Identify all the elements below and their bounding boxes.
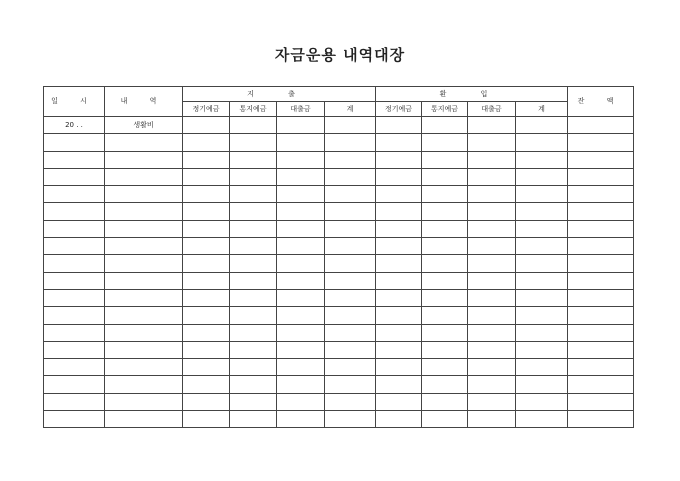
detail-cell[interactable] (105, 324, 183, 341)
income-notice-deposit-cell[interactable] (422, 289, 468, 306)
expense-total-cell[interactable] (325, 151, 376, 168)
income-total-cell[interactable] (516, 289, 568, 306)
expense-fixed-deposit-cell[interactable] (183, 411, 230, 428)
income-fixed-deposit-cell[interactable] (376, 341, 422, 358)
table-row (44, 289, 634, 306)
date-cell[interactable] (44, 289, 105, 306)
date-cell[interactable] (44, 203, 105, 220)
expense-total-cell[interactable] (325, 186, 376, 203)
income-total-cell[interactable] (516, 411, 568, 428)
expense-fixed-deposit-cell[interactable] (183, 307, 230, 324)
date-cell[interactable] (44, 272, 105, 289)
income-fixed-deposit-cell[interactable] (376, 272, 422, 289)
expense-loan-cell[interactable] (277, 376, 325, 393)
expense-fixed-deposit-cell[interactable] (183, 238, 230, 255)
expense-total-cell[interactable] (325, 203, 376, 220)
table-row (44, 117, 634, 134)
balance-cell[interactable] (568, 220, 634, 237)
expense-total-cell[interactable] (325, 220, 376, 237)
income-loan-cell[interactable] (468, 186, 516, 203)
balance-cell[interactable] (568, 341, 634, 358)
income-loan-cell[interactable] (468, 134, 516, 151)
expense-fixed-deposit-cell[interactable] (183, 220, 230, 237)
page-title: 자금운용 내역대장 (274, 46, 406, 64)
detail-cell[interactable] (105, 203, 183, 220)
detail-cell[interactable] (105, 411, 183, 428)
expense-loan-cell[interactable] (277, 324, 325, 341)
income-total-cell[interactable] (516, 220, 568, 237)
date-cell[interactable] (44, 411, 105, 428)
detail-cell[interactable] (105, 151, 183, 168)
balance-cell[interactable] (568, 117, 634, 134)
balance-cell[interactable] (568, 168, 634, 185)
detail-cell[interactable] (105, 341, 183, 358)
income-fixed-deposit-cell[interactable] (376, 376, 422, 393)
income-total-cell[interactable] (516, 151, 568, 168)
expense-fixed-deposit-cell[interactable] (183, 272, 230, 289)
expense-loan-cell[interactable] (277, 186, 325, 203)
income-total-cell[interactable] (516, 324, 568, 341)
income-total-cell[interactable] (516, 307, 568, 324)
detail-cell[interactable] (105, 186, 183, 203)
expense-notice-deposit-cell[interactable] (230, 359, 277, 376)
income-notice-deposit-header: 통지예금 (422, 102, 468, 117)
income-fixed-deposit-cell[interactable] (376, 411, 422, 428)
expense-notice-deposit-cell[interactable] (230, 255, 277, 272)
expense-fixed-deposit-cell[interactable] (183, 393, 230, 410)
balance-cell[interactable] (568, 238, 634, 255)
expense-notice-deposit-cell[interactable] (230, 393, 277, 410)
expense-fixed-deposit-cell[interactable] (183, 186, 230, 203)
table-row (44, 151, 634, 168)
expense-notice-deposit-cell[interactable] (230, 289, 277, 306)
expense-notice-deposit-cell[interactable] (230, 151, 277, 168)
balance-cell[interactable] (568, 255, 634, 272)
table-row (44, 255, 634, 272)
income-notice-deposit-cell[interactable] (422, 186, 468, 203)
expense-total-cell[interactable] (325, 134, 376, 151)
expense-fixed-deposit-cell[interactable] (183, 324, 230, 341)
income-notice-deposit-cell[interactable] (422, 272, 468, 289)
expense-notice-deposit-cell[interactable] (230, 238, 277, 255)
expense-fixed-deposit-cell[interactable] (183, 151, 230, 168)
table-row (44, 220, 634, 237)
expense-total-cell[interactable] (325, 255, 376, 272)
income-loan-cell[interactable] (468, 168, 516, 185)
income-notice-deposit-cell[interactable] (422, 203, 468, 220)
detail-header: 내 역 (105, 87, 183, 117)
income-loan-cell[interactable] (468, 341, 516, 358)
expense-total-cell[interactable] (325, 272, 376, 289)
expense-total-cell[interactable] (325, 324, 376, 341)
expense-notice-deposit-cell[interactable] (230, 186, 277, 203)
expense-loan-cell[interactable] (277, 307, 325, 324)
detail-cell[interactable] (105, 359, 183, 376)
income-fixed-deposit-cell[interactable] (376, 220, 422, 237)
income-loan-cell[interactable] (468, 411, 516, 428)
income-loan-cell[interactable] (468, 393, 516, 410)
income-fixed-deposit-cell[interactable] (376, 307, 422, 324)
expense-notice-deposit-header: 통지예금 (230, 102, 277, 117)
expense-loan-cell[interactable] (277, 341, 325, 358)
expense-total-cell[interactable] (325, 168, 376, 185)
income-loan-cell[interactable] (468, 151, 516, 168)
income-fixed-deposit-cell[interactable] (376, 393, 422, 410)
income-loan-cell[interactable] (468, 220, 516, 237)
expense-notice-deposit-cell[interactable] (230, 376, 277, 393)
detail-cell[interactable] (105, 272, 183, 289)
expense-notice-deposit-cell[interactable] (230, 134, 277, 151)
expense-notice-deposit-cell[interactable] (230, 272, 277, 289)
balance-cell[interactable] (568, 376, 634, 393)
income-loan-cell[interactable] (468, 117, 516, 134)
income-fixed-deposit-cell[interactable] (376, 359, 422, 376)
table-row (44, 168, 634, 185)
income-total-cell[interactable] (516, 376, 568, 393)
detail-cell[interactable] (105, 376, 183, 393)
expense-total-cell[interactable] (325, 359, 376, 376)
date-cell[interactable] (44, 134, 105, 151)
detail-cell[interactable] (105, 134, 183, 151)
detail-cell[interactable] (105, 168, 183, 185)
table-row (44, 238, 634, 255)
expense-total-header: 계 (325, 102, 376, 117)
date-cell[interactable] (44, 359, 105, 376)
expense-notice-deposit-cell[interactable] (230, 307, 277, 324)
date-cell[interactable]: 20 . . (44, 117, 105, 134)
date-cell[interactable] (44, 341, 105, 358)
income-loan-cell[interactable] (468, 255, 516, 272)
date-cell[interactable] (44, 255, 105, 272)
income-total-cell[interactable] (516, 238, 568, 255)
income-notice-deposit-cell[interactable] (422, 341, 468, 358)
income-loan-cell[interactable] (468, 359, 516, 376)
detail-cell[interactable] (105, 220, 183, 237)
income-total-cell[interactable] (516, 359, 568, 376)
expense-loan-cell[interactable] (277, 134, 325, 151)
expense-fixed-deposit-cell[interactable] (183, 376, 230, 393)
expense-loan-cell[interactable] (277, 359, 325, 376)
detail-cell[interactable] (105, 307, 183, 324)
income-loan-cell[interactable] (468, 307, 516, 324)
income-loan-cell[interactable] (468, 238, 516, 255)
date-header: 일 시 (44, 87, 105, 117)
expense-loan-cell[interactable] (277, 272, 325, 289)
expense-notice-deposit-cell[interactable] (230, 341, 277, 358)
detail-cell[interactable] (105, 393, 183, 410)
expense-total-cell[interactable] (325, 341, 376, 358)
table-row (44, 203, 634, 220)
balance-cell[interactable] (568, 151, 634, 168)
expense-header: 지 출 (183, 87, 376, 102)
expense-loan-cell[interactable] (277, 238, 325, 255)
expense-notice-deposit-cell[interactable] (230, 324, 277, 341)
balance-cell[interactable] (568, 393, 634, 410)
income-fixed-deposit-cell[interactable] (376, 255, 422, 272)
income-notice-deposit-cell[interactable] (422, 307, 468, 324)
expense-total-cell[interactable] (325, 289, 376, 306)
date-cell[interactable] (44, 324, 105, 341)
expense-loan-cell[interactable] (277, 151, 325, 168)
table-row (44, 324, 634, 341)
expense-fixed-deposit-cell[interactable] (183, 203, 230, 220)
date-cell[interactable] (44, 151, 105, 168)
income-loan-cell[interactable] (468, 203, 516, 220)
detail-cell[interactable] (105, 255, 183, 272)
income-fixed-deposit-header: 정기예금 (376, 102, 422, 117)
income-fixed-deposit-cell[interactable] (376, 186, 422, 203)
date-cell[interactable] (44, 376, 105, 393)
expense-fixed-deposit-cell[interactable] (183, 168, 230, 185)
expense-total-cell[interactable] (325, 393, 376, 410)
expense-fixed-deposit-cell[interactable] (183, 289, 230, 306)
income-total-cell[interactable] (516, 117, 568, 134)
income-notice-deposit-cell[interactable] (422, 151, 468, 168)
balance-cell[interactable] (568, 186, 634, 203)
expense-fixed-deposit-cell[interactable] (183, 255, 230, 272)
balance-cell[interactable] (568, 359, 634, 376)
balance-header: 잔 액 (568, 87, 634, 117)
balance-cell[interactable] (568, 203, 634, 220)
income-notice-deposit-cell[interactable] (422, 324, 468, 341)
income-notice-deposit-cell[interactable] (422, 168, 468, 185)
date-cell[interactable] (44, 220, 105, 237)
expense-loan-header: 대출금 (277, 102, 325, 117)
date-cell[interactable] (44, 238, 105, 255)
detail-cell[interactable]: 생활비 (105, 117, 183, 134)
expense-notice-deposit-cell[interactable] (230, 117, 277, 134)
income-header: 환 입 (376, 87, 568, 102)
expense-total-cell[interactable] (325, 307, 376, 324)
income-loan-header: 대출금 (468, 102, 516, 117)
expense-loan-cell[interactable] (277, 393, 325, 410)
detail-cell[interactable] (105, 238, 183, 255)
expense-notice-deposit-cell[interactable] (230, 411, 277, 428)
table-row (44, 272, 634, 289)
expense-notice-deposit-cell[interactable] (230, 203, 277, 220)
expense-loan-cell[interactable] (277, 255, 325, 272)
income-fixed-deposit-cell[interactable] (376, 203, 422, 220)
expense-notice-deposit-cell[interactable] (230, 168, 277, 185)
table-row (44, 341, 634, 358)
income-total-cell[interactable] (516, 203, 568, 220)
table-row (44, 307, 634, 324)
balance-cell[interactable] (568, 289, 634, 306)
expense-total-cell[interactable] (325, 238, 376, 255)
table-row (44, 359, 634, 376)
expense-fixed-deposit-header: 정기예금 (183, 102, 230, 117)
income-loan-cell[interactable] (468, 289, 516, 306)
expense-total-cell[interactable] (325, 117, 376, 134)
table-row (44, 134, 634, 151)
income-total-header: 계 (516, 102, 568, 117)
income-notice-deposit-cell[interactable] (422, 134, 468, 151)
income-total-cell[interactable] (516, 255, 568, 272)
ledger-body (44, 117, 634, 428)
income-fixed-deposit-cell[interactable] (376, 238, 422, 255)
balance-cell[interactable] (568, 307, 634, 324)
income-loan-cell[interactable] (468, 272, 516, 289)
expense-fixed-deposit-cell[interactable] (183, 134, 230, 151)
income-notice-deposit-cell[interactable] (422, 117, 468, 134)
income-fixed-deposit-cell[interactable] (376, 134, 422, 151)
balance-cell[interactable] (568, 324, 634, 341)
expense-fixed-deposit-cell[interactable] (183, 341, 230, 358)
income-fixed-deposit-cell[interactable] (376, 117, 422, 134)
income-fixed-deposit-cell[interactable] (376, 168, 422, 185)
income-notice-deposit-cell[interactable] (422, 393, 468, 410)
date-cell[interactable] (44, 186, 105, 203)
expense-fixed-deposit-cell[interactable] (183, 359, 230, 376)
expense-loan-cell[interactable] (277, 203, 325, 220)
income-fixed-deposit-cell[interactable] (376, 289, 422, 306)
income-total-cell[interactable] (516, 272, 568, 289)
income-total-cell[interactable] (516, 134, 568, 151)
expense-total-cell[interactable] (325, 411, 376, 428)
date-cell[interactable] (44, 168, 105, 185)
income-notice-deposit-cell[interactable] (422, 359, 468, 376)
table-row (44, 411, 634, 428)
income-notice-deposit-cell[interactable] (422, 411, 468, 428)
expense-loan-cell[interactable] (277, 168, 325, 185)
income-notice-deposit-cell[interactable] (422, 376, 468, 393)
table-row (44, 186, 634, 203)
income-total-cell[interactable] (516, 168, 568, 185)
balance-cell[interactable] (568, 134, 634, 151)
income-total-cell[interactable] (516, 393, 568, 410)
expense-loan-cell[interactable] (277, 117, 325, 134)
expense-total-cell[interactable] (325, 376, 376, 393)
expense-notice-deposit-cell[interactable] (230, 220, 277, 237)
expense-loan-cell[interactable] (277, 220, 325, 237)
expense-loan-cell[interactable] (277, 411, 325, 428)
income-loan-cell[interactable] (468, 376, 516, 393)
table-row (44, 376, 634, 393)
income-loan-cell[interactable] (468, 324, 516, 341)
table-row (44, 393, 634, 410)
income-fixed-deposit-cell[interactable] (376, 324, 422, 341)
date-cell[interactable] (44, 393, 105, 410)
expense-loan-cell[interactable] (277, 289, 325, 306)
balance-cell[interactable] (568, 411, 634, 428)
ledger-table (43, 86, 634, 428)
income-total-cell[interactable] (516, 186, 568, 203)
balance-cell[interactable] (568, 272, 634, 289)
date-cell[interactable] (44, 307, 105, 324)
income-notice-deposit-cell[interactable] (422, 255, 468, 272)
detail-cell[interactable] (105, 289, 183, 306)
income-notice-deposit-cell[interactable] (422, 238, 468, 255)
income-notice-deposit-cell[interactable] (422, 220, 468, 237)
income-fixed-deposit-cell[interactable] (376, 151, 422, 168)
expense-fixed-deposit-cell[interactable] (183, 117, 230, 134)
income-total-cell[interactable] (516, 341, 568, 358)
